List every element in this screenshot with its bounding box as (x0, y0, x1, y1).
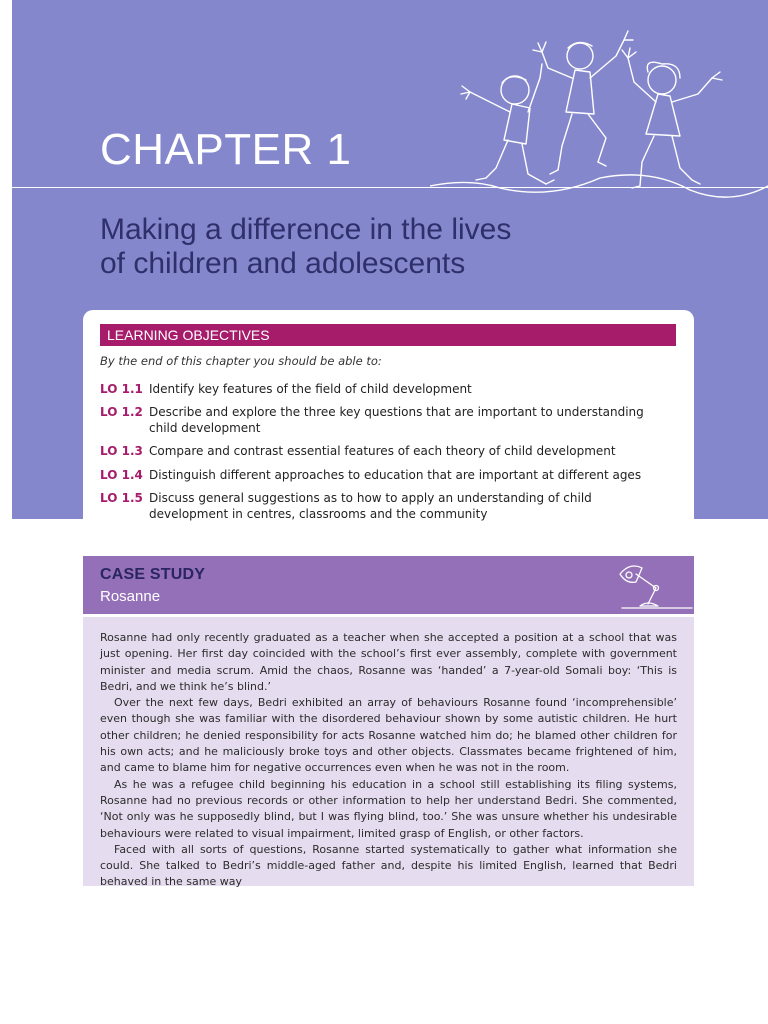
chapter-title-line-2: of children and adolescents (100, 247, 466, 280)
objective-code: LO 1.1 (100, 382, 143, 396)
learning-objectives-heading: LEARNING OBJECTIVES (100, 324, 676, 346)
chapter-title (100, 213, 660, 281)
objective-text: Describe and explore the three key questions that are important to understanding child development (149, 405, 644, 435)
objective-code: LO 1.2 (100, 405, 143, 419)
learning-objectives-intro: By the end of this chapter you should be able to: (100, 354, 382, 368)
objective-code: LO 1.5 (100, 491, 143, 505)
case-study-text (100, 630, 677, 891)
case-study-name: Rosanne (100, 588, 161, 605)
chapter-number: CHAPTER 1 (100, 125, 352, 174)
case-study-paragraph: Faced with all sorts of questions, Rosanne started systematically to gather what information she could. She talked to Bedri’s middle-aged father and, despite his limited English, learned that Bedri behaved in the same way (100, 842, 677, 889)
objective-code: LO 1.3 (100, 444, 143, 458)
chapter-title-line-1: Making a difference in the lives (100, 213, 512, 246)
desk-lamp-icon (612, 560, 694, 614)
objective-text: Identify key features of the field of child development (149, 382, 472, 396)
case-study-paragraph: As he was a refugee child beginning his education in a school still establishing its filing systems, Rosanne had no previous records or other information to help her understand Bedri. She commented, ‘Not only was he supposedly blind, but I was flying blind, too.’ She was unsure whether his undesirable behaviours were related to visual impairment, limited grasp of English, or other factors. (100, 777, 677, 840)
objective-text: Distinguish different approaches to education that are important at different ages (149, 468, 642, 482)
case-study-label: CASE STUDY (100, 566, 206, 583)
case-study-header (83, 556, 694, 614)
case-study-paragraph: Rosanne had only recently graduated as a teacher when she accepted a position at a school that was just opening. Her first day coincided with the school’s first ever assembly, complete with government minister and media scrum. Amid the chaos, Rosanne was ‘handed’ a 7-year-old Somali boy: ‘This is Bedri, and we think he’s blind.’ (100, 631, 677, 693)
jumping-children-illustration (430, 28, 768, 218)
objective-text: Discuss general suggestions as to how to apply an understanding of child development in centres, classrooms and the community (149, 491, 592, 521)
case-study-paragraph: Over the next few days, Bedri exhibited an array of behaviours Rosanne found ‘incomprehensible’ even though she was familiar with the disordered behaviour shown by some autistic children. He hurt other children; he denied responsibility for acts Rosanne watched him do; he blamed other children for his own acts; and he maliciously broke toys and other objects. Classmates became frightened of him, and came to blame him for negative occurrences even when he was not in the room. (100, 696, 677, 775)
objective-code: LO 1.4 (100, 468, 143, 482)
objective-text: Compare and contrast essential features of each theory of child development (149, 444, 616, 458)
